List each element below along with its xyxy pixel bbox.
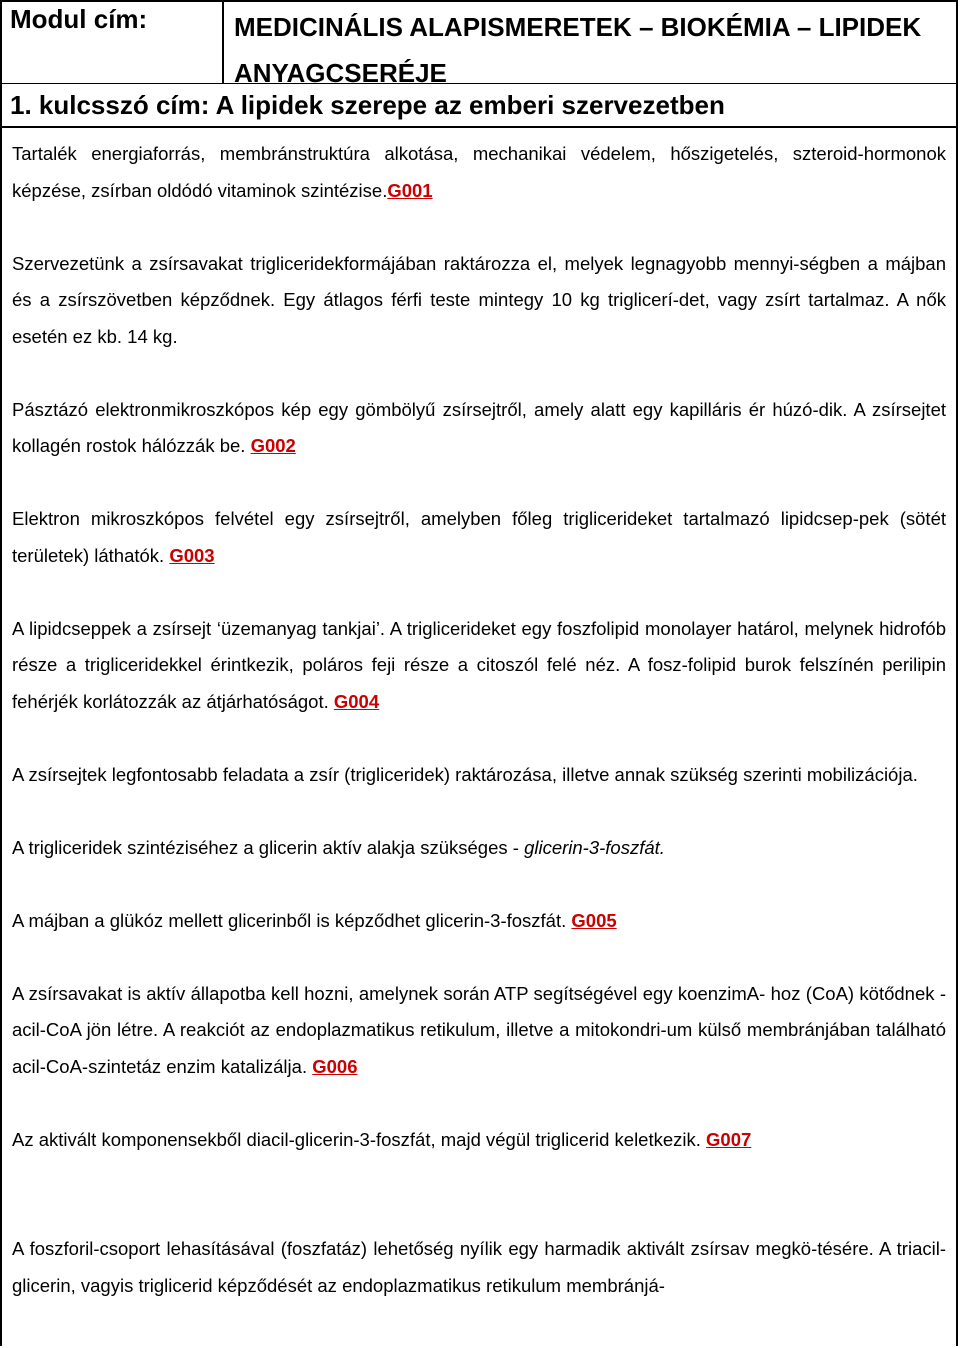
paragraph [12, 611, 946, 721]
figure-ref-link[interactable]: G006 [312, 1055, 358, 1077]
paragraph-text: A lipidcseppek a zsírsejt ‘üzemanyag tankjai’. A triglicerideket egy foszfolipid monolayer határol, melynek hidrofób része a trigliceridekkel érintkezik, poláros feji része a citoszól felé néz. A fosz-folipid burok felszínén perilipin fehérjék korlátozzák az átjárhatóságot. [12, 617, 946, 712]
figure-ref-link[interactable]: G003 [169, 544, 215, 566]
module-label: Modul cím: [10, 4, 148, 34]
keyword-title: 1. kulcsszó cím: A lipidek szerepe az emberi szervezetben [10, 90, 725, 120]
paragraph-text: Pásztázó elektronmikroszkópos kép egy gömbölyű zsírsejtről, amely alatt egy kapilláris ér húzó-dik. A zsírsejtet kollagén rostok hálózzák be. [12, 398, 946, 456]
paragraph [12, 757, 946, 794]
figure-ref-link[interactable]: G007 [706, 1128, 752, 1150]
paragraph-text: A zsírsavakat is aktív állapotba kell hozni, amelynek során ATP segítségével egy koenzimA- hoz (CoA) kötődnek - acil-CoA jön létre. A reakciót az endoplazmatikus retikulum, illetve a mitokondri-um külső membránjában található acil-CoA-szintetáz enzim katalizálja. [12, 982, 946, 1077]
italic-term: glicerin-3-foszfát. [524, 836, 665, 858]
paragraph-text: Tartalék energiaforrás, membránstruktúra alkotása, mechanikai védelem, hőszigetelés, szteroid-hormonok képzése, zsírban oldódó vitaminok szintézise. [12, 143, 946, 201]
paragraph-text: A foszforil-csoport lehasításával (foszfatáz) lehetőség nyílik egy harmadik aktivált zsírsav megkö-tésére. A triacil-glicerin, vagyis triglicerid képződését az endoplazmatikus retikulum membránjá- [12, 1238, 946, 1296]
module-title: MEDICINÁLIS ALAPISMERETEK – BIOKÉMIA – LIPIDEK ANYAGCSERÉJE [234, 12, 922, 88]
paragraph-text: Az aktivált komponensekből diacil-glicerin-3-foszfát, majd végül triglicerid keletkezik. [12, 1128, 701, 1150]
paragraph [12, 976, 946, 1086]
paragraph [12, 1231, 946, 1304]
paragraph [12, 903, 946, 940]
paragraph [12, 136, 946, 209]
paragraph-text: Szervezetünk a zsírsavakat trigliceridekformájában raktározza el, melyek legnagyobb mennyi-ségben a májban és a zsírszövetben képződnek. Egy átlagos férfi teste mintegy 10 kg triglicerí-det, vagy zsírt tartalmaz. A nők esetén ez kb. 14 kg. [12, 252, 946, 347]
paragraph-text: A májban a glükóz mellett glicerinből is képződhet glicerin-3-foszfát. [12, 909, 567, 931]
paragraph [12, 830, 946, 867]
paragraph-text: A trigliceridek szintéziséhez a glicerin aktív alakja szükséges - [12, 836, 519, 858]
figure-ref-link[interactable]: G001 [387, 179, 433, 201]
paragraph [12, 392, 946, 465]
paragraph [12, 501, 946, 574]
module-label-cell [0, 0, 224, 84]
figure-ref-link[interactable]: G004 [333, 690, 380, 712]
paragraph [12, 246, 946, 356]
document-body [12, 136, 946, 1304]
figure-ref-link[interactable]: G005 [571, 909, 617, 931]
paragraph [12, 1122, 946, 1159]
figure-ref-link[interactable]: G002 [250, 435, 296, 456]
module-header-row [0, 0, 958, 88]
paragraph-text: Elektron mikroszkópos felvétel egy zsírsejtről, amelyben főleg triglicerideket tartalmazó lipidcsep-pek (sötét területek) láthatók. [12, 508, 946, 566]
keyword-row [0, 84, 958, 128]
paragraph-text: A zsírsejtek legfontosabb feladata a zsír (trigliceridek) raktározása, illetve annak szükség szerinti mobilizációja. [12, 763, 918, 785]
